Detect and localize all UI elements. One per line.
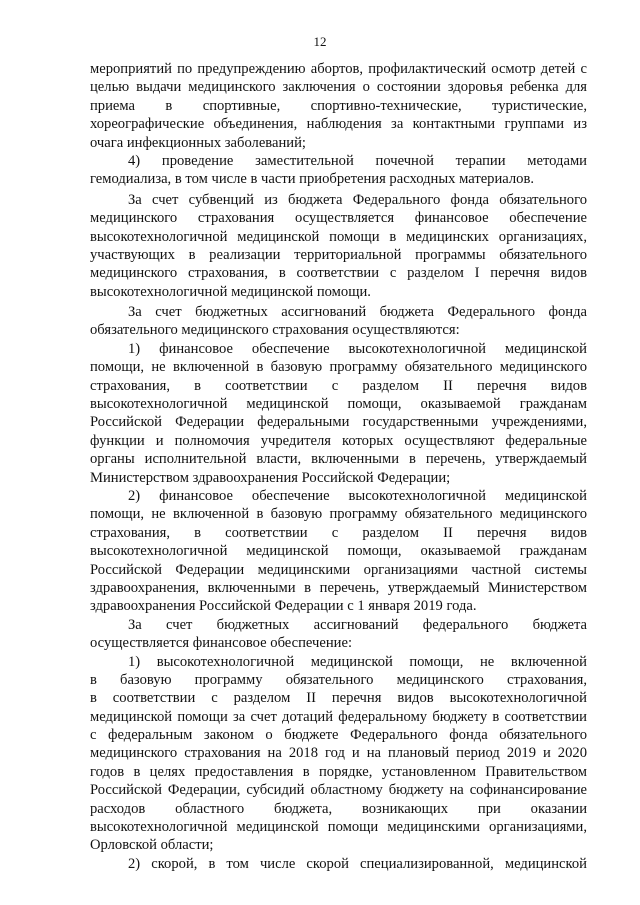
text-line: Российской Федерации медицинскими организациями частной системы <box>90 561 587 578</box>
text-line: расходов областного бюджета, возникающих при оказании <box>90 800 587 817</box>
text-line: За счет бюджетных ассигнований бюджета Федерального фонда <box>128 304 587 321</box>
text-line: в базовую программу обязательного медицинского страхования, <box>90 671 587 688</box>
paragraph-federal-item-2 <box>90 855 587 873</box>
text-line: 4) проведение заместительной почечной терапии методами <box>128 152 587 169</box>
text-line: хореографические объединения, наблюдения за контактными группами из <box>90 116 587 133</box>
text-line: 2) скорой, в том числе скорой специализированной, медицинской <box>128 855 587 872</box>
text-line: осуществляется финансовое обеспечение: <box>90 635 353 652</box>
text-line: Орловской области; <box>90 837 214 854</box>
text-line: За счет бюджетных ассигнований федерального бюджета <box>128 616 587 633</box>
text-line: здравоохранения, включенными в перечень, утверждаемый Министерством <box>90 579 587 596</box>
text-line: в соответствии с разделом II перечня видов высокотехнологичной <box>90 690 587 707</box>
text-line: медицинской помощи за счет дотаций федеральному бюджету в соответствии <box>90 708 587 725</box>
text-line: гемодиализа, в том числе в части приобретения расходных материалов. <box>90 171 535 188</box>
text-line: Министерством здравоохранения Российской Федерации; <box>90 469 451 486</box>
page-number: 12 <box>313 34 327 49</box>
text-line: страхования, в соответствии с разделом II перечня видов <box>90 524 587 541</box>
text-line: функции и полномочия учредителя которых осуществляют федеральные <box>90 432 587 449</box>
text-line: медицинского страхования осуществляется финансовое обеспечение <box>90 210 587 227</box>
paragraph-fund-intro <box>90 303 587 340</box>
text-line: высокотехнологичной медицинской помощи, оказываемой гражданам <box>90 543 587 560</box>
text-line: органы исполнительной власти, включенными в перечень, утверждаемый <box>90 451 587 468</box>
text-line: очага инфекционных заболеваний; <box>90 134 306 151</box>
text-line: 1) высокотехнологичной медицинской помощи, не включенной <box>128 653 587 670</box>
text-line: медицинского страхования, в соответствии с разделом I перечня видов <box>90 265 587 282</box>
text-line: Российской Федерации федеральными государственными учреждениями, <box>90 414 587 431</box>
text-line: 1) финансовое обеспечение высокотехнологичной медицинской <box>128 340 587 357</box>
paragraph-fund-item-1 <box>90 340 587 487</box>
text-line: с федеральным законом о бюджете Федерального фонда обязательного <box>90 727 587 744</box>
paragraph-federal-item-1 <box>90 653 587 855</box>
paragraph-subsidies <box>90 191 587 301</box>
text-line: целью выдачи медицинского заключения о состоянии здоровья ребенка для <box>90 79 587 96</box>
text-line: медицинского страхования на 2018 год и на плановый период 2019 и 2020 <box>90 745 587 762</box>
text-line: участвующих в реализации территориальной программы обязательного <box>90 246 587 263</box>
text-line: годов в целях предоставления в порядке, установленном Правительством <box>90 763 587 780</box>
document-body <box>90 60 587 873</box>
text-line: высокотехнологичной медицинской помощи. <box>90 283 371 300</box>
text-line: За счет субвенций из бюджета Федерального фонда обязательного <box>128 191 587 208</box>
paragraph-federal-intro <box>90 616 587 653</box>
text-line: приема в спортивные, спортивно-технические, туристические, <box>90 97 587 114</box>
text-line: помощи, не включенной в базовую программу обязательного медицинского <box>90 359 587 376</box>
text-line: высокотехнологичной медицинской помощи, оказываемой гражданам <box>90 396 587 413</box>
text-line: высокотехнологичной медицинской помощи в медицинских организациях, <box>90 228 587 245</box>
text-line: обязательного медицинского страхования осуществляются: <box>90 322 460 339</box>
paragraph-continuation <box>90 60 587 152</box>
text-line: здравоохранения Российской Федерации с 1 января 2019 года. <box>90 598 477 615</box>
text-line: помощи, не включенной в базовую программу обязательного медицинского <box>90 506 587 523</box>
text-line: страхования, в соответствии с разделом II перечня видов <box>90 377 587 394</box>
text-line: 2) финансовое обеспечение высокотехнологичной медицинской <box>128 487 587 504</box>
text-line: Российской Федерации, субсидий областному бюджету на софинансирование <box>90 782 587 799</box>
text-line: высокотехнологичной медицинской помощи медицинскими организациями, <box>90 819 587 836</box>
paragraph-fund-item-2 <box>90 487 587 616</box>
paragraph-item-4 <box>90 152 587 189</box>
text-line: мероприятий по предупреждению абортов, профилактический осмотр детей с <box>90 61 587 77</box>
